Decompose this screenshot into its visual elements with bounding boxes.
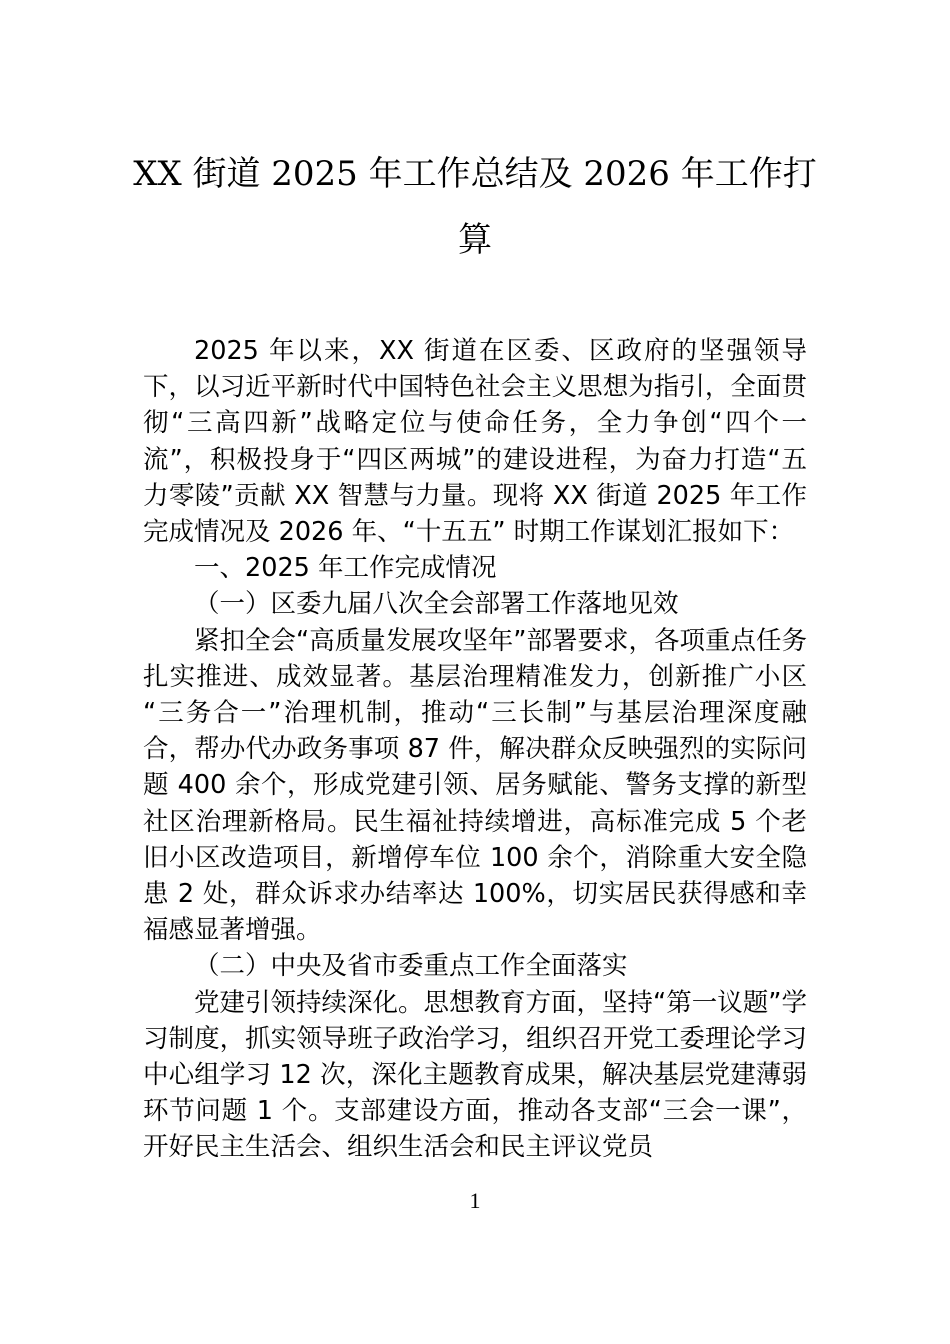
page-number: 1: [469, 1188, 481, 1213]
subsection-heading-1: （一）区委九届八次全会部署工作落地见效: [194, 589, 679, 620]
section-heading-1: 一、2025 年工作完成情况: [194, 553, 497, 584]
intro-paragraph: 2025 年以来，XX 街道在区委、区政府的坚强领导下，以习近平新时代中国特色社会主义思想为指引，全面贯彻“三高四新”战略定位与使命任务，全力争创“四个一流”，积极投身于“四区两城”的建设进程，为奋力打造“五力零陵”贡献 XX 智慧与力量。现将 XX 街道 2025 年工作完成情况及 2026 年、“十五五” 时期工作谋划汇报如下：: [143, 336, 807, 548]
body-paragraph-2: 党建引领持续深化。思想教育方面，坚持“第一议题”学习制度，抓实领导班子政治学习，组织召开党工委理论学习中心组学习 12 次，深化主题教育成果，解决基层党建薄弱环节问题 1 个。支部建设方面，推动各支部“三会一课”，开好民主生活会、组织生活会和民主评议党员: [143, 987, 807, 1163]
document-body: [143, 333, 807, 1166]
document-title: XX 街道 2025 年工作总结及 2026 年工作打算: [133, 154, 817, 260]
subsection-heading-2: （二）中央及省市委重点工作全面落实: [194, 951, 628, 982]
body-paragraph-1: 紧扣全会“高质量发展攻坚年”部署要求，各项重点任务扎实推进、成效显著。基层治理精准发力，创新推广小区 “三务合一”治理机制，推动“三长制”与基层治理深度融合，帮办代办政务事项 87 件，解决群众反映强烈的实际问题 400 余个，形成党建引领、居务赋能、警务支撑的新型社区治理新格局。民生福祉持续增进，高标准完成 5 个老旧小区改造项目，新增停车位 100 余个，消除重大安全隐患 2 处，群众诉求办结率达 100%，切实居民获得感和幸福感显著增强。: [143, 625, 807, 946]
